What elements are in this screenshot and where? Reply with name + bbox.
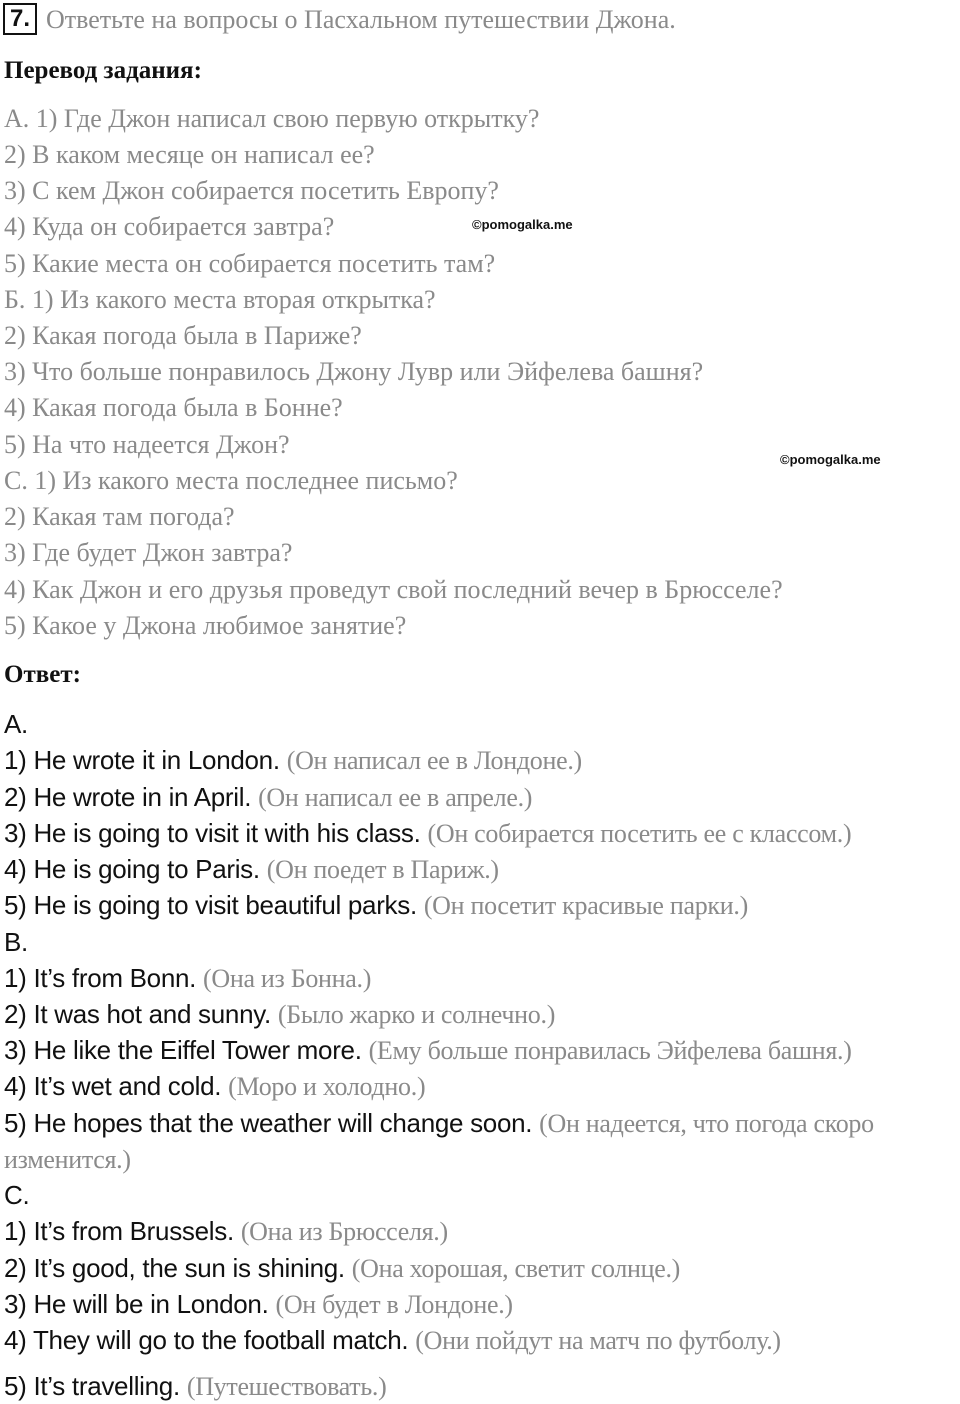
answer-item — [4, 1001, 555, 1028]
answer-ru: (Было жарко и солнечно.) — [277, 1000, 556, 1029]
question-item: 5) Какие места он собирается посетить там? — [4, 249, 496, 278]
answer-ru: изменится.) — [4, 1145, 131, 1174]
answer-ru: (Моро и холодно.) — [228, 1072, 426, 1101]
question-item: 3) Что больше понравилось Джону Лувр или Эйфелева башня? — [4, 357, 704, 386]
answer-item — [4, 892, 748, 919]
answer-ru: (Она из Брюсселя.) — [240, 1217, 448, 1246]
answer-en: 2) He wrote in in April. — [4, 782, 252, 812]
answer-ru: (Он будет в Лондоне.) — [275, 1290, 513, 1319]
exercise-number: 7. — [3, 3, 37, 35]
answer-item — [4, 1327, 781, 1354]
answer-en: 2) It was hot and sunny. — [4, 999, 271, 1029]
answer-ru: (Путешествовать.) — [186, 1372, 387, 1401]
answer-item — [4, 747, 582, 774]
answer-ru: (Ему больше понравилась Эйфелева башня.) — [368, 1036, 852, 1065]
answer-item — [4, 784, 532, 811]
answer-ru: (Он посетит красивые парки.) — [423, 891, 748, 920]
answer-item — [4, 965, 371, 992]
answer-item — [4, 1218, 448, 1245]
answer-en: A. — [4, 709, 28, 739]
answer-ru: (Она из Бонна.) — [203, 964, 372, 993]
answer-ru: (Он написал ее в Лондоне.) — [286, 746, 582, 775]
answer-ru: (Он надеется, что погода скоро — [539, 1109, 874, 1138]
question-item: 2) В каком месяце он написал ее? — [4, 140, 375, 169]
question-item: С. 1) Из какого места последнее письмо? — [4, 466, 458, 495]
answer-en: 5) He is going to visit beautiful parks. — [4, 890, 417, 920]
answer-item — [4, 856, 499, 883]
question-item: А. 1) Где Джон написал свою первую открытку? — [4, 104, 540, 133]
question-item: 5) Какое у Джона любимое занятие? — [4, 611, 407, 640]
answer-en: C. — [4, 1180, 30, 1210]
answer-en: 5) He hopes that the weather will change soon. — [4, 1108, 533, 1138]
answer-en: 1) He wrote it in London. — [4, 745, 280, 775]
answer-item — [4, 1373, 386, 1400]
question-item: Б. 1) Из какого места вторая открытка? — [4, 285, 436, 314]
answer-item — [4, 711, 28, 737]
answer-en: 3) He like the Eiffel Tower more. — [4, 1035, 362, 1065]
watermark: ©pomogalka.me — [472, 217, 573, 232]
question-item: 3) С кем Джон собирается посетить Европу? — [4, 176, 499, 205]
exercise-title: Ответьте на вопросы о Пасхальном путешествии Джона. — [46, 5, 676, 34]
answer-item — [4, 1110, 874, 1137]
answer-en: 3) He will be in London. — [4, 1289, 269, 1319]
answer-en: 5) It’s travelling. — [4, 1371, 180, 1401]
answer-ru: (Она хорошая, светит солнце.) — [351, 1254, 681, 1283]
answer-en: 2) It’s good, the sun is shining. — [4, 1253, 345, 1283]
question-item: 2) Какая погода была в Париже? — [4, 321, 362, 350]
question-item: 3) Где будет Джон завтра? — [4, 538, 293, 567]
question-item: 4) Какая погода была в Бонне? — [4, 393, 343, 422]
answer-item — [4, 1037, 852, 1064]
question-item: 4) Куда он собирается завтра? — [4, 212, 335, 241]
answer-item — [4, 820, 851, 847]
answer-heading: Ответ: — [4, 661, 81, 688]
answer-item — [4, 1146, 131, 1173]
question-item: 5) На что надеется Джон? — [4, 430, 290, 459]
question-item: 2) Какая там погода? — [4, 502, 235, 531]
answer-ru: (Он написал ее в апреле.) — [258, 783, 533, 812]
translation-heading: Перевод задания: — [4, 57, 202, 84]
answer-item — [4, 1255, 680, 1282]
answer-en: 4) It’s wet and cold. — [4, 1071, 222, 1101]
answer-en: B. — [4, 927, 28, 957]
answer-item — [4, 1073, 425, 1100]
answer-en: 4) They will go to the football match. — [4, 1325, 409, 1355]
answer-en: 1) It’s from Bonn. — [4, 963, 197, 993]
answer-en: 1) It’s from Brussels. — [4, 1216, 234, 1246]
answer-ru: (Они пойдут на матч по футболу.) — [415, 1326, 781, 1355]
answer-item — [4, 1182, 29, 1208]
answer-en: 4) He is going to Paris. — [4, 854, 260, 884]
answer-ru: (Он собирается посетить ее с классом.) — [427, 819, 852, 848]
answer-item — [4, 1291, 513, 1318]
question-item: 4) Как Джон и его друзья проведут свой последний вечер в Брюсселе? — [4, 575, 783, 604]
watermark: ©pomogalka.me — [780, 452, 881, 467]
answer-ru: (Он поедет в Париж.) — [266, 855, 499, 884]
answer-en: 3) He is going to visit it with his class. — [4, 818, 421, 848]
answer-item — [4, 929, 28, 955]
